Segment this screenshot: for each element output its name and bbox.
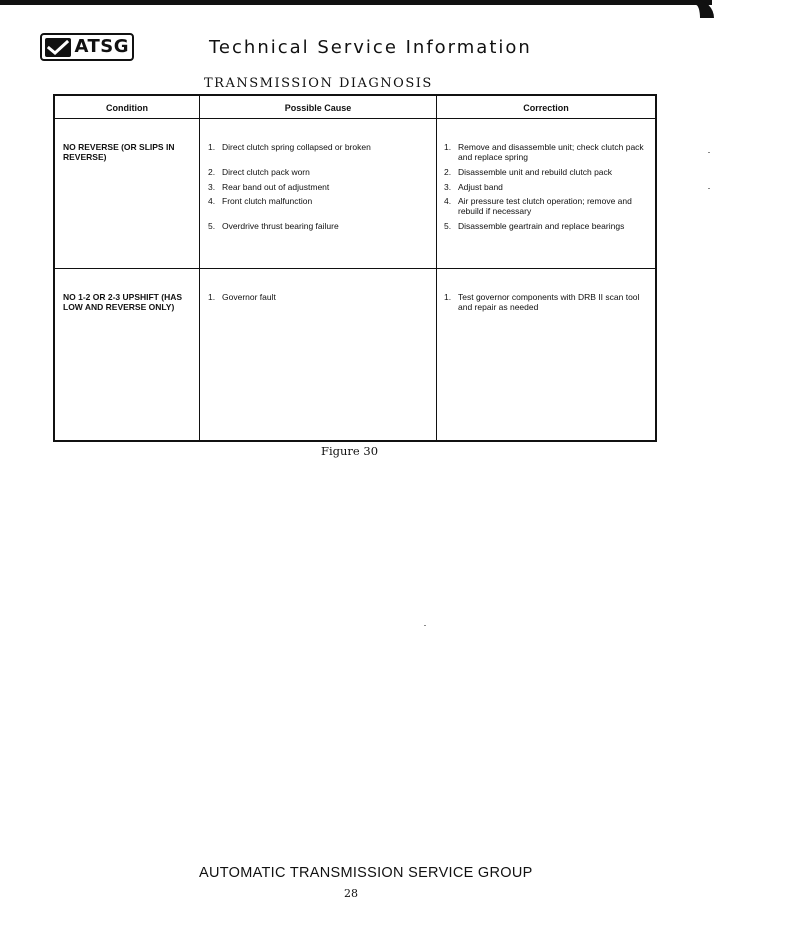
- item-text: Remove and disassemble unit; check clutch pack and replace spring: [458, 142, 644, 162]
- item-text: Governor fault: [222, 292, 276, 302]
- column-header-condition: Condition: [106, 103, 148, 113]
- item-text: Rear band out of adjustment: [222, 182, 330, 192]
- item-number: 5.: [208, 221, 216, 231]
- row-divider: [55, 268, 655, 269]
- correction-item: [444, 292, 649, 312]
- item-text: Test governor components with DRB II scan tool and repair as needed: [458, 292, 640, 312]
- footer-organization: AUTOMATIC TRANSMISSION SERVICE GROUP: [199, 865, 533, 881]
- scan-speck: [708, 188, 710, 189]
- item-text: Direct clutch pack worn: [222, 167, 310, 177]
- item-number: 5.: [444, 221, 452, 231]
- correction-item: [444, 167, 649, 177]
- cause-item: [208, 142, 428, 152]
- cause-item: [208, 292, 428, 302]
- cause-item: [208, 167, 428, 177]
- top-border-rule: [0, 0, 712, 5]
- item-number: 4.: [208, 196, 216, 206]
- checkmark-icon: [45, 38, 71, 57]
- document-title: TRANSMISSION DIAGNOSIS: [204, 76, 433, 91]
- item-number: 1.: [444, 142, 452, 152]
- item-number: 3.: [444, 182, 452, 192]
- atsg-logo: [40, 33, 134, 61]
- cause-item: [208, 221, 428, 231]
- figure-caption: Figure 30: [321, 444, 379, 458]
- scan-speck: [424, 625, 426, 626]
- page-number: 28: [344, 887, 358, 900]
- logo-text: ATSG: [74, 36, 129, 57]
- cause-item: [208, 182, 428, 192]
- correction-item: [444, 196, 649, 216]
- column-header-correction: Correction: [523, 103, 569, 113]
- correction-item: [444, 142, 649, 162]
- scan-speck: [708, 152, 710, 153]
- item-number: 1.: [208, 292, 216, 302]
- item-text: Direct clutch spring collapsed or broken: [222, 142, 371, 152]
- item-number: 2.: [444, 167, 452, 177]
- item-number: 2.: [208, 167, 216, 177]
- correction-item: [444, 182, 649, 192]
- item-text: Disassemble unit and rebuild clutch pack: [458, 167, 613, 177]
- item-number: 1.: [208, 142, 216, 152]
- item-number: 3.: [208, 182, 216, 192]
- condition-no-upshift: NO 1-2 OR 2-3 UPSHIFT (HAS LOW AND REVERSE ONLY): [63, 292, 183, 312]
- cause-item: [208, 196, 428, 206]
- item-text: Adjust band: [458, 182, 503, 192]
- item-text: Air pressure test clutch operation; remove and rebuild if necessary: [458, 196, 632, 216]
- item-text: Front clutch malfunction: [222, 196, 313, 206]
- page-header-title: Technical Service Information: [209, 37, 532, 58]
- item-number: 4.: [444, 196, 452, 206]
- header-divider: [55, 118, 655, 119]
- condition-no-reverse: NO REVERSE (OR SLIPS IN REVERSE): [63, 142, 175, 162]
- item-text: Disassemble geartrain and replace bearings: [458, 221, 625, 231]
- diagnosis-table: [53, 94, 657, 442]
- column-header-possible-cause: Possible Cause: [284, 103, 352, 113]
- item-number: 1.: [444, 292, 452, 302]
- item-text: Overdrive thrust bearing failure: [222, 221, 339, 231]
- correction-item: [444, 221, 649, 231]
